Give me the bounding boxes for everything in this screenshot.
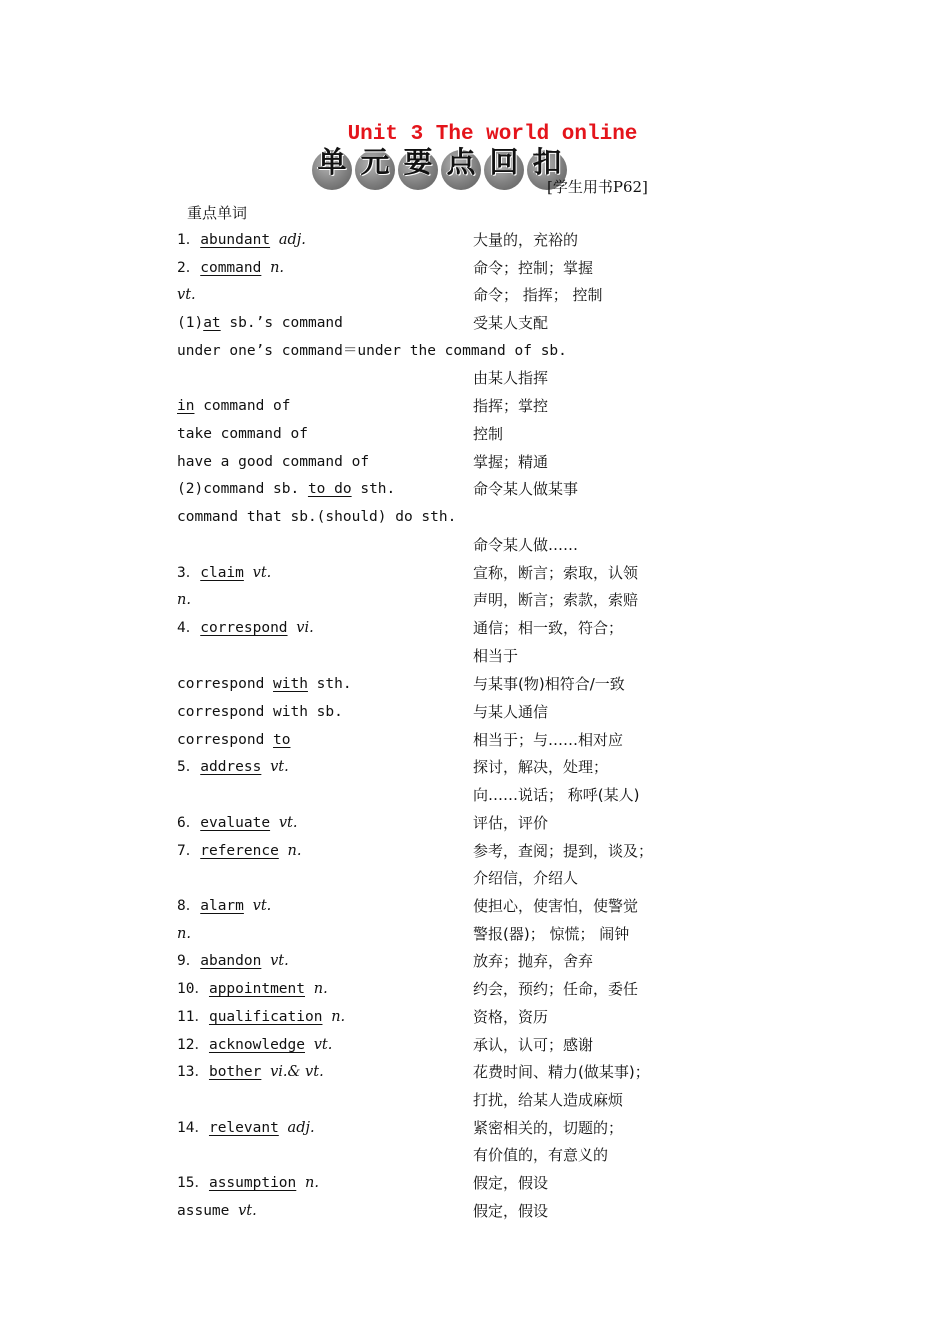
chinese-meaning: 掌握；精通 [473,453,549,471]
vocab-subentry: n. [177,926,191,942]
chinese-meaning: 宣称，断言；索取，认领 [473,564,639,582]
vocab-entry: 14．relevant adj. [177,1120,315,1136]
chinese-meaning: 放弃；抛弃，舍弃 [473,952,594,970]
vocab-entry: 1．abundant adj. [177,232,306,248]
phrase: (1)at sb.’s command [177,315,343,331]
chinese-meaning: 控制 [473,425,504,443]
phrase: command that sb.(should) do sth. [177,509,457,525]
chinese-meaning: 指挥；掌控 [473,397,549,415]
vocab-entry: 2．command n. [177,260,285,276]
chinese-meaning: 介绍信，介绍人 [473,869,579,887]
vocab-entry: 10．appointment n. [177,981,328,997]
vocab-entry: 8．alarm vt. [177,898,272,914]
banner-char: 要 [398,150,438,190]
vocab-entry: 4．correspond vi. [177,620,314,636]
chinese-meaning: 命令； 指挥； 控制 [473,286,603,304]
chinese-meaning: 大量的，充裕的 [473,231,579,249]
chinese-meaning: 通信；相一致，符合； [473,619,624,637]
chinese-meaning: 假定，假设 [473,1202,549,1220]
vocab-subentry: assume vt. [177,1203,257,1219]
section-banner [312,144,570,192]
chinese-meaning: 与某事(物)相符合/一致 [473,675,625,693]
chinese-meaning: 向……说话； 称呼(某人) [473,786,640,804]
chinese-meaning: 声明，断言；索款，索赔 [473,591,639,609]
banner-char: 回 [484,150,524,190]
chinese-meaning: 由某人指挥 [473,369,549,387]
phrase: correspond to [177,732,291,748]
phrase: (2)command sb. to do sth. [177,481,396,497]
chinese-meaning: 评估，评价 [473,814,549,832]
chinese-meaning: 受某人支配 [473,314,549,332]
chinese-meaning: 打扰，给某人造成麻烦 [473,1091,624,1109]
section-title: 重点单词 [187,204,248,222]
chinese-meaning: 与某人通信 [473,703,549,721]
chinese-meaning: 花费时间、精力(做某事)； [473,1063,650,1081]
vocab-entry: 5．address vt. [177,759,289,775]
chinese-meaning: 约会，预约；任命，委任 [473,980,639,998]
chinese-meaning: 假定，假设 [473,1174,549,1192]
chinese-meaning: 命令某人做某事 [473,480,579,498]
vocab-entry: 11．qualification n. [177,1009,346,1025]
vocab-entry: 9．abandon vt. [177,953,289,969]
vocab-entry: 6．evaluate vt. [177,815,298,831]
phrase: take command of [177,426,308,442]
chinese-meaning: 紧密相关的，切题的； [473,1119,624,1137]
page-title: Unit 3 The world online [347,123,638,146]
banner-char: 点 [441,150,481,190]
book-reference: [学生用书P62] [547,178,648,196]
chinese-meaning: 命令；控制；掌握 [473,259,594,277]
phrase: in command of [177,398,291,414]
chinese-meaning: 承认，认可；感谢 [473,1036,594,1054]
vocab-entry: 3．claim vt. [177,565,272,581]
vocab-entry: 13．bother vi.& vt. [177,1064,324,1080]
phrase: correspond with sth. [177,676,352,692]
chinese-meaning: 相当于 [473,647,519,665]
banner-char: 元 [355,150,395,190]
vocab-entry: 12．acknowledge vt. [177,1037,333,1053]
banner-char: 扣 [527,150,567,190]
vocab-subentry: n. [177,592,191,608]
chinese-meaning: 相当于；与……相对应 [473,731,624,749]
banner-char: 单 [312,150,352,190]
vocab-entry: 15．assumption n. [177,1175,319,1191]
vocab-entry: 7．reference n. [177,843,302,859]
chinese-meaning: 命令某人做…… [473,536,579,554]
phrase: have a good command of [177,454,370,470]
chinese-meaning: 参考，查阅；提到，谈及； [473,842,654,860]
phrase: under one’s command＝under the command of sb. [177,343,567,359]
vocab-subentry: vt. [177,287,196,303]
chinese-meaning: 有价值的，有意义的 [473,1146,609,1164]
chinese-meaning: 探讨，解决，处理； [473,758,609,776]
phrase: correspond with sb. [177,704,343,720]
chinese-meaning: 使担心，使害怕，使警觉 [473,897,639,915]
chinese-meaning: 资格，资历 [473,1008,549,1026]
chinese-meaning: 警报(器)； 惊慌； 闹钟 [473,925,630,943]
